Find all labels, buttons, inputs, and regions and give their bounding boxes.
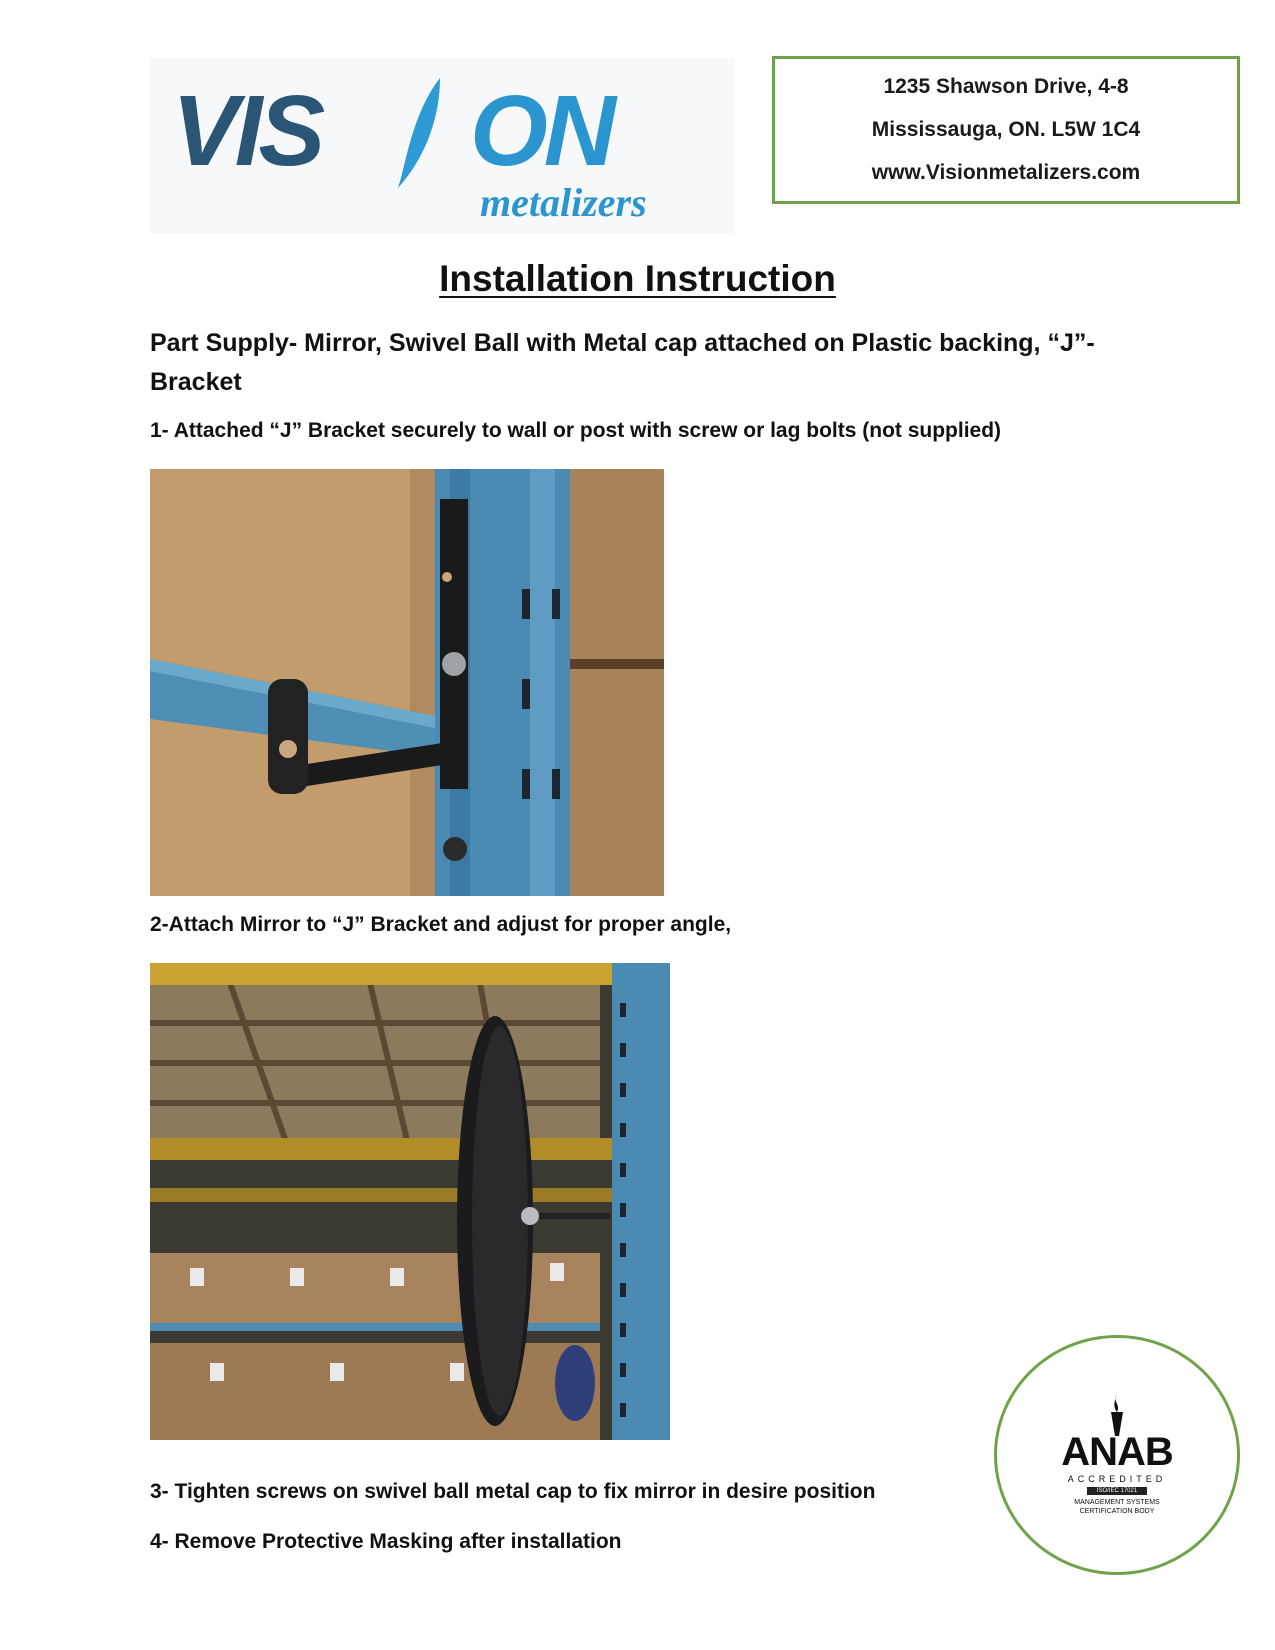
logo-tagline: metalizers [480, 180, 647, 225]
step-3: 3- Tighten screws on swivel ball metal cap to fix mirror in desire position [150, 1480, 876, 1503]
anab-line-2: CERTIFICATION BODY [1079, 1508, 1155, 1515]
anab-name: ANAB [1061, 1430, 1173, 1474]
address-website[interactable]: www.Visionmetalizers.com [871, 161, 1141, 185]
logo-leaf-icon [398, 78, 440, 188]
company-logo [150, 58, 735, 233]
address-city: Mississauga, ON. L5W 1C4 [871, 117, 1141, 141]
anab-badge [994, 1335, 1240, 1575]
step-1: 1- Attached “J” Bracket securely to wall or post with screw or lag bolts (not supplied) [150, 419, 1002, 442]
page-title: Installation Instruction [439, 258, 836, 299]
logo-on: ON [470, 75, 612, 187]
anab-standard: ISO/IEC 17021 [1087, 1487, 1147, 1495]
mirror-photo [150, 963, 670, 1440]
bracket-photo [150, 469, 664, 896]
logo-vis: VIS [172, 75, 322, 187]
step-2: 2-Attach Mirror to “J” Bracket and adjust for proper angle, [150, 913, 732, 936]
address-box [772, 56, 1240, 204]
address-street: 1235 Shawson Drive, 4-8 [883, 74, 1129, 98]
anab-accredited: ACCREDITED [1067, 1474, 1167, 1484]
step-4: 4- Remove Protective Masking after installation [150, 1530, 622, 1553]
anab-line-1: MANAGEMENT SYSTEMS [1074, 1499, 1160, 1506]
parts-supply-heading: Part Supply- Mirror, Swivel Ball with Metal cap attached on Plastic backing, “J”- Bracket [150, 329, 1095, 396]
